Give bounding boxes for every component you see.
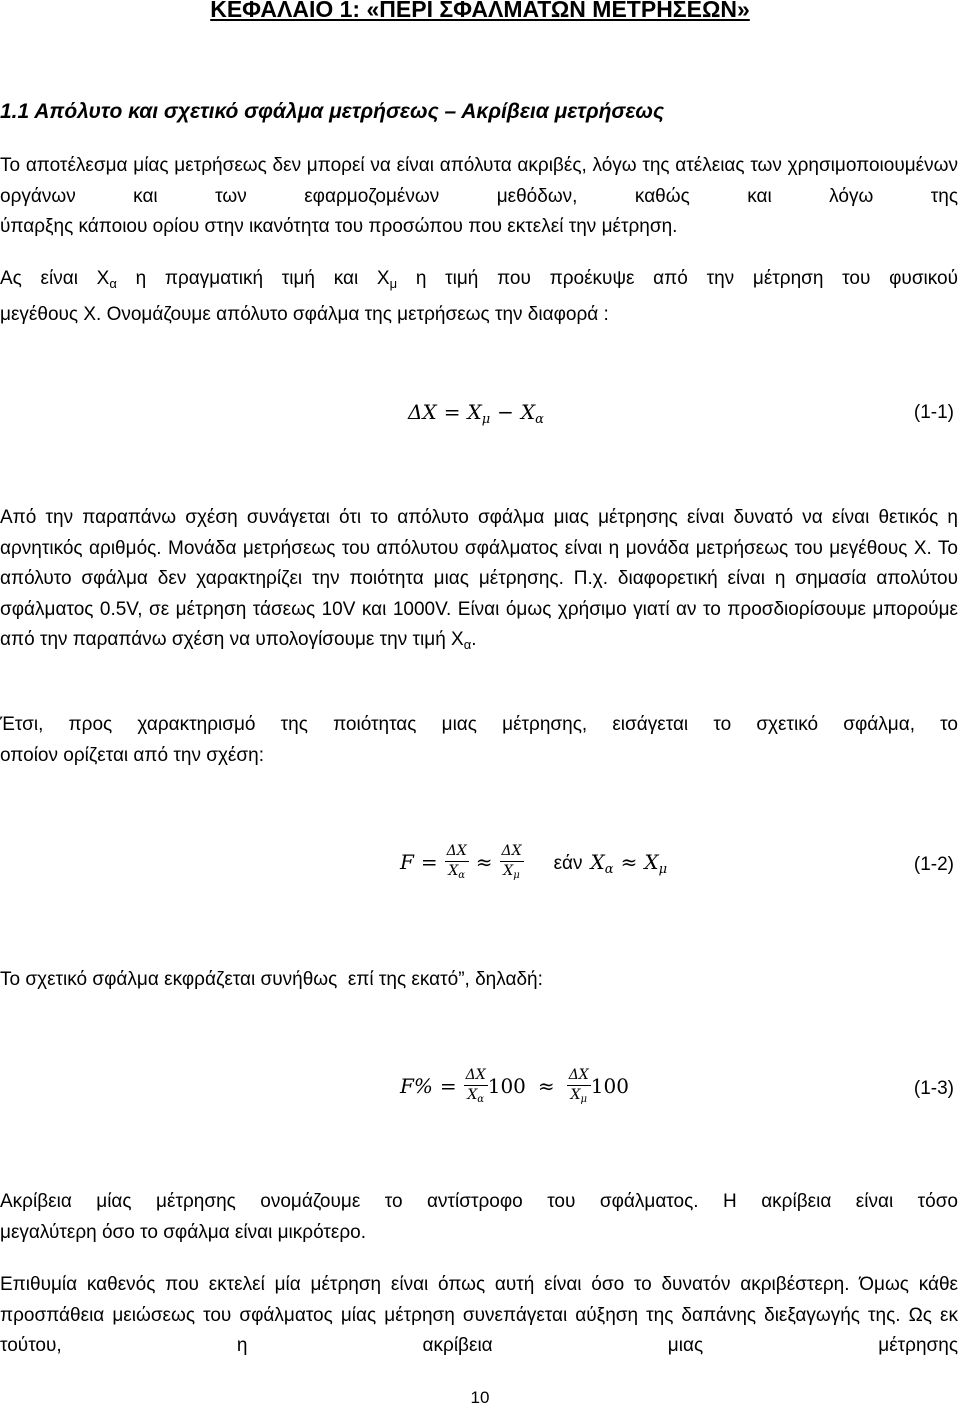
equation-number: (1-2) <box>913 854 954 875</box>
page-number: 10 <box>470 1388 490 1407</box>
equation-1-3-formula <box>400 1066 629 1109</box>
relative-error-intro-last: οποίον ορίζεται από την σχέση: <box>0 744 264 766</box>
eq1-sub-mu: μ <box>481 412 491 427</box>
eq1-equals: = <box>443 400 461 424</box>
eq3-fraction-1: $\frac{\Delta X}{X_\alpha}$ <box>465 1067 486 1105</box>
absolute-error-sub-alpha: α <box>463 637 472 652</box>
definitions-text-2: η πραγματική τιμή και Χ <box>116 268 390 289</box>
section-title: 1.1 Απόλυτο και σχετικό σφάλμα μετρήσεως – Ακρίβεια μετρήσεως <box>0 100 665 123</box>
paragraph-intro <box>0 151 958 243</box>
equation-1-1-formula <box>408 400 544 427</box>
desire-text: Επιθυμία καθενός που εκτελεί μία μέτρηση είναι όπως αυτή είναι όσο το δυνατόν ακριβέστερη. Όμως κάθε προσπάθεια μειώσεως του σφάλματος μίας μέτρηση συνεπάγεται αύξηση της δαπάνης διεξαγωγής της. Ως εκ τούτου, η ακρίβεια μιας μέτρησης <box>0 1274 958 1356</box>
eq1-lhs: ΔX <box>408 400 437 424</box>
equation-number: (1-3) <box>913 1078 954 1099</box>
definitions-sub-mu: μ <box>389 276 398 291</box>
eq3-multiplier-1: 100 <box>487 1074 526 1098</box>
absolute-error-last-line <box>40 629 477 650</box>
paragraph-desire <box>0 1270 958 1362</box>
paragraph-intro-line-1: Το αποτέλεσμα μίας μετρήσεως δεν μπορεί να είναι απόλυτα ακριβές, λόγω της ατέλειας <box>0 155 745 176</box>
absolute-error-last-text: την παραπάνω σχέση να υπολογίσουμε την τιμή Χ <box>39 629 464 650</box>
definitions-text-4: μεγέθους Χ. Ονομάζουμε απόλυτο σφάλμα της μετρήσεως την διαφορά : <box>0 303 609 325</box>
equation-1-2 <box>0 840 960 892</box>
definitions-text-1: Ας είναι Χ <box>0 268 110 289</box>
accuracy-last-line: μεγαλύτερη όσο το σφάλμα είναι μικρότερο. <box>0 1221 367 1243</box>
eq3-multiplier-2: 100 <box>590 1074 629 1098</box>
percent-text: Το σχετικό σφάλμα εκφράζεται συνήθως επί της εκατό”, δηλαδή: <box>0 969 543 990</box>
equation-1-2-formula: F = $\frac{\Delta X}{X_\alpha}$ ≈ $\frac{\Delta X}{X_\mu}$ εάν $X_\alpha \approx X_\mu$ <box>400 842 667 885</box>
eq2-equals: = <box>420 850 438 874</box>
chapter-title: ΚΕΦΑΛΑΙΟ 1: «ΠΕΡΙ ΣΦΑΛΜΑΤΩΝ ΜΕΤΡΗΣΕΩΝ» <box>210 0 750 22</box>
eq1-sub-alpha: α <box>535 412 544 427</box>
paragraph-definitions <box>0 264 958 330</box>
relative-error-intro-text: Έτσι, προς χαρακτηρισμό της ποιότητας μιας μέτρησης, εισάγεται το σχετικό σφάλμα, το <box>0 714 958 735</box>
eq3-equals: = <box>439 1074 457 1098</box>
eq2-condition-word: εάν <box>553 853 583 874</box>
paragraph-accuracy <box>0 1187 958 1248</box>
absolute-error-period: . <box>471 629 477 650</box>
eq2-fraction-2: $\frac{\Delta X}{X_\mu}$ <box>501 843 522 881</box>
accuracy-text: Ακρίβεια μίας μέτρησης ονομάζουμε το αντίστροφο του σφάλματος. Η ακρίβεια είναι τόσο <box>0 1191 958 1212</box>
paragraph-intro-line-2: των χρησιμοποιουμένων οργάνων και των εφαρμοζομένων μεθόδων, καθώς και λόγω της <box>0 155 958 207</box>
eq3-lhs: F% <box>400 1074 433 1098</box>
eq2-approx: ≈ <box>475 850 493 874</box>
absolute-error-text: Από την παραπάνω σχέση συνάγεται ότι το απόλυτο σφάλμα μιας μέτρησης είναι δυνατό να είναι θετικός η αρνητικός αριθμός. Μονάδα μετρήσεως του απόλυτου σφάλματος είναι η μονάδα μετρήσεως του μεγέθους Χ. Το απόλυτο σφάλμα δεν χαρακτηρίζει την ποιότητα μιας μέτρησης. Π.χ. διαφορετική είναι η σημασία απολύτου σφάλματος 0.5V, σε μέτρηση τάσεως 10V και 1000V. Είναι όμως χρήσιμο γιατί αν το προσδιορίσουμε μπορούμε από <box>0 507 958 650</box>
eq1-x2: X <box>520 400 536 424</box>
definitions-text-3: η τιμή που προέκυψε από την μέτρηση του φυσικού <box>397 268 958 289</box>
paragraph-intro-line-3: ύπαρξης κάποιου ορίου στην ικανότητα του προσώπου που εκτελεί την μέτρηση. <box>0 216 678 237</box>
eq2-lhs: F <box>400 850 414 874</box>
paragraph-percent <box>0 965 958 996</box>
eq1-minus: − <box>497 400 514 424</box>
paragraph-relative-error-intro <box>0 710 958 771</box>
equation-number: (1-1) <box>913 402 954 423</box>
eq1-x1: X <box>467 400 482 424</box>
eq3-approx: ≈ <box>537 1074 555 1098</box>
paragraph-absolute-error <box>0 503 958 661</box>
eq3-fraction-2: $\frac{\Delta X}{X_\mu}$ <box>568 1067 589 1105</box>
equation-1-1 <box>0 394 960 446</box>
eq2-fraction-1: $\frac{\Delta X}{X_\alpha}$ <box>446 843 467 881</box>
definitions-sub-alpha: α <box>109 276 117 291</box>
equation-1-3 <box>0 1064 960 1116</box>
